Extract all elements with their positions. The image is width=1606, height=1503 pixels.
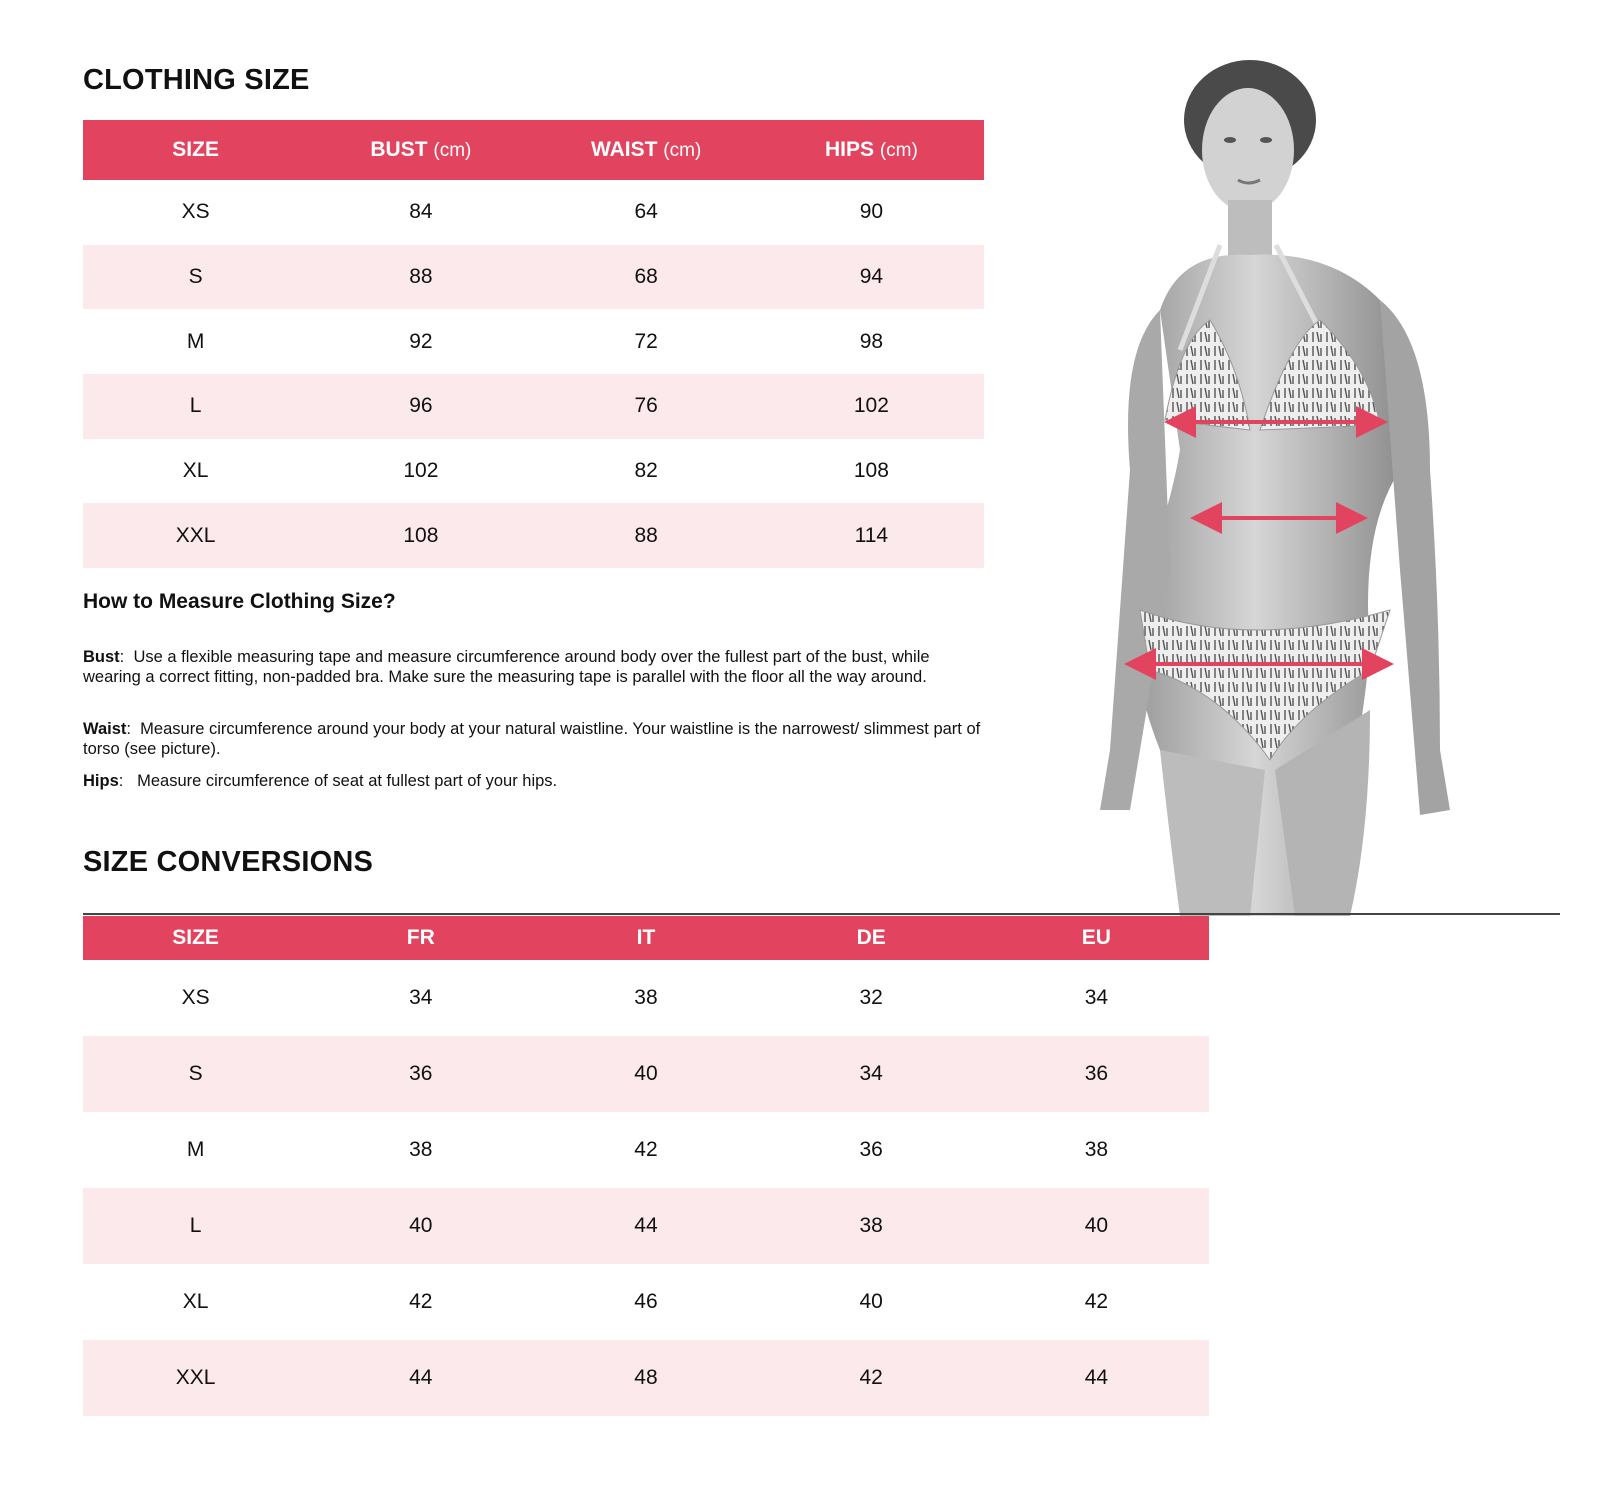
table-row bbox=[83, 1340, 1209, 1416]
bust-cell: 88 bbox=[308, 245, 533, 310]
size-cell: S bbox=[83, 1036, 308, 1112]
it-cell: 44 bbox=[533, 1188, 758, 1264]
column-header-hips: HIPS (cm) bbox=[759, 120, 984, 180]
clothing-size-title: CLOTHING SIZE bbox=[83, 64, 310, 96]
unit-label: (cm) bbox=[879, 140, 918, 161]
waist-cell: 76 bbox=[534, 374, 759, 439]
de-cell: 40 bbox=[859, 1290, 883, 1313]
table-row bbox=[83, 180, 984, 245]
de-cell: 32 bbox=[859, 986, 883, 1009]
hips-cell: 94 bbox=[759, 245, 984, 310]
table-row bbox=[83, 374, 984, 439]
eu-cell: 34 bbox=[1084, 986, 1109, 1009]
divider-line bbox=[83, 913, 1560, 915]
hips-cell: 114 bbox=[759, 503, 984, 568]
hips-cell: 90 bbox=[859, 200, 884, 224]
column-header-de: DE bbox=[759, 916, 984, 960]
waist-label: Waist bbox=[83, 720, 127, 738]
column-header-bust: BUST (cm) bbox=[308, 120, 533, 180]
waist-cell: 72 bbox=[634, 329, 658, 353]
table-row bbox=[83, 1112, 1209, 1188]
fr-cell: 34 bbox=[409, 986, 433, 1009]
size-cell: XXL bbox=[83, 1340, 308, 1416]
column-header-size: SIZE bbox=[83, 916, 308, 960]
table-header-row bbox=[83, 120, 984, 180]
table-row bbox=[83, 309, 984, 374]
unit-label: (cm) bbox=[663, 140, 702, 161]
eu-cell: 40 bbox=[984, 1188, 1209, 1264]
size-cell: XS bbox=[181, 200, 210, 224]
size-cell: S bbox=[83, 245, 308, 310]
de-cell: 34 bbox=[759, 1036, 984, 1112]
size-cell: L bbox=[83, 1188, 308, 1264]
table-row bbox=[83, 1188, 1209, 1264]
it-cell: 42 bbox=[634, 1138, 658, 1161]
table-row bbox=[83, 960, 1209, 1036]
eu-cell: 42 bbox=[1084, 1290, 1109, 1313]
bust-cell: 108 bbox=[308, 503, 533, 568]
bust-cell: 84 bbox=[409, 200, 433, 224]
waist-cell: 64 bbox=[634, 200, 658, 224]
how-to-measure-title: How to Measure Clothing Size? bbox=[83, 590, 396, 613]
de-cell: 42 bbox=[759, 1340, 984, 1416]
size-conversions-title: SIZE CONVERSIONS bbox=[83, 846, 374, 878]
it-cell: 38 bbox=[634, 986, 658, 1009]
table-row bbox=[83, 439, 984, 504]
table-header-row bbox=[83, 916, 1209, 960]
de-cell: 36 bbox=[859, 1138, 883, 1161]
size-cell: XL bbox=[182, 1290, 209, 1313]
waist-instruction: Waist: Measure circumference around your body at your natural waistline. Your waistline is the narrowest/ slimmest part of torso (see picture). bbox=[83, 720, 981, 758]
de-cell: 38 bbox=[759, 1188, 984, 1264]
model-figure bbox=[1100, 50, 1580, 916]
hips-instruction: Hips: Measure circumference of seat at fullest part of your hips. bbox=[83, 772, 558, 790]
unit-label: (cm) bbox=[433, 140, 472, 161]
column-header-it: IT bbox=[533, 916, 758, 960]
table-row bbox=[83, 503, 984, 568]
column-header-fr: FR bbox=[308, 916, 533, 960]
size-cell: XL bbox=[182, 459, 209, 483]
hips-label: Hips bbox=[83, 772, 119, 790]
hips-cell: 108 bbox=[853, 459, 889, 483]
bust-cell: 96 bbox=[308, 374, 533, 439]
column-header-eu: EU bbox=[984, 916, 1209, 960]
hips-text: Measure circumference of seat at fullest part of your hips. bbox=[137, 772, 558, 790]
waist-text: Measure circumference around your body at your natural waistline. Your waistline is the narrowest/ slimmest part of torso (see picture). bbox=[83, 720, 981, 758]
size-cell: XXL bbox=[83, 503, 308, 568]
bust-label: Bust bbox=[83, 648, 120, 666]
column-header-size: SIZE bbox=[83, 120, 308, 180]
fr-cell: 44 bbox=[308, 1340, 533, 1416]
size-cell: L bbox=[83, 374, 308, 439]
table-row bbox=[83, 1036, 1209, 1112]
hips-cell: 102 bbox=[759, 374, 984, 439]
eu-cell: 38 bbox=[1084, 1138, 1109, 1161]
model-silhouette bbox=[1100, 60, 1450, 916]
eu-cell: 44 bbox=[984, 1340, 1209, 1416]
size-cell: M bbox=[186, 329, 205, 353]
it-cell: 48 bbox=[533, 1340, 758, 1416]
clothing-size-table bbox=[83, 120, 984, 568]
table-row bbox=[83, 245, 984, 310]
fr-cell: 40 bbox=[308, 1188, 533, 1264]
bust-text: Use a flexible measuring tape and measure circumference around body over the fullest part of the bust, while wearing a correct fitting, non-padded bra. Make sure the measuring tape is parallel with the floor all the way around. bbox=[83, 648, 930, 686]
waist-cell: 82 bbox=[634, 459, 658, 483]
it-cell: 40 bbox=[533, 1036, 758, 1112]
waist-cell: 88 bbox=[534, 503, 759, 568]
bust-cell: 102 bbox=[403, 459, 439, 483]
fr-cell: 42 bbox=[409, 1290, 433, 1313]
hips-cell: 98 bbox=[859, 329, 884, 353]
column-header-waist: WAIST (cm) bbox=[534, 120, 759, 180]
bust-instruction: Bust: Use a flexible measuring tape and measure circumference around body over the fullest part of the bust, while wearing a correct fitting, non-padded bra. Make sure the measuring tape is parallel with the floor all the way around. bbox=[83, 648, 930, 686]
size-cell: XS bbox=[181, 986, 210, 1009]
it-cell: 46 bbox=[634, 1290, 658, 1313]
size-conversions-table bbox=[83, 916, 1209, 1416]
fr-cell: 36 bbox=[308, 1036, 533, 1112]
table-row bbox=[83, 1264, 1209, 1340]
fr-cell: 38 bbox=[409, 1138, 433, 1161]
size-cell: M bbox=[186, 1138, 205, 1161]
bust-cell: 92 bbox=[409, 329, 433, 353]
waist-cell: 68 bbox=[534, 245, 759, 310]
eu-cell: 36 bbox=[984, 1036, 1209, 1112]
